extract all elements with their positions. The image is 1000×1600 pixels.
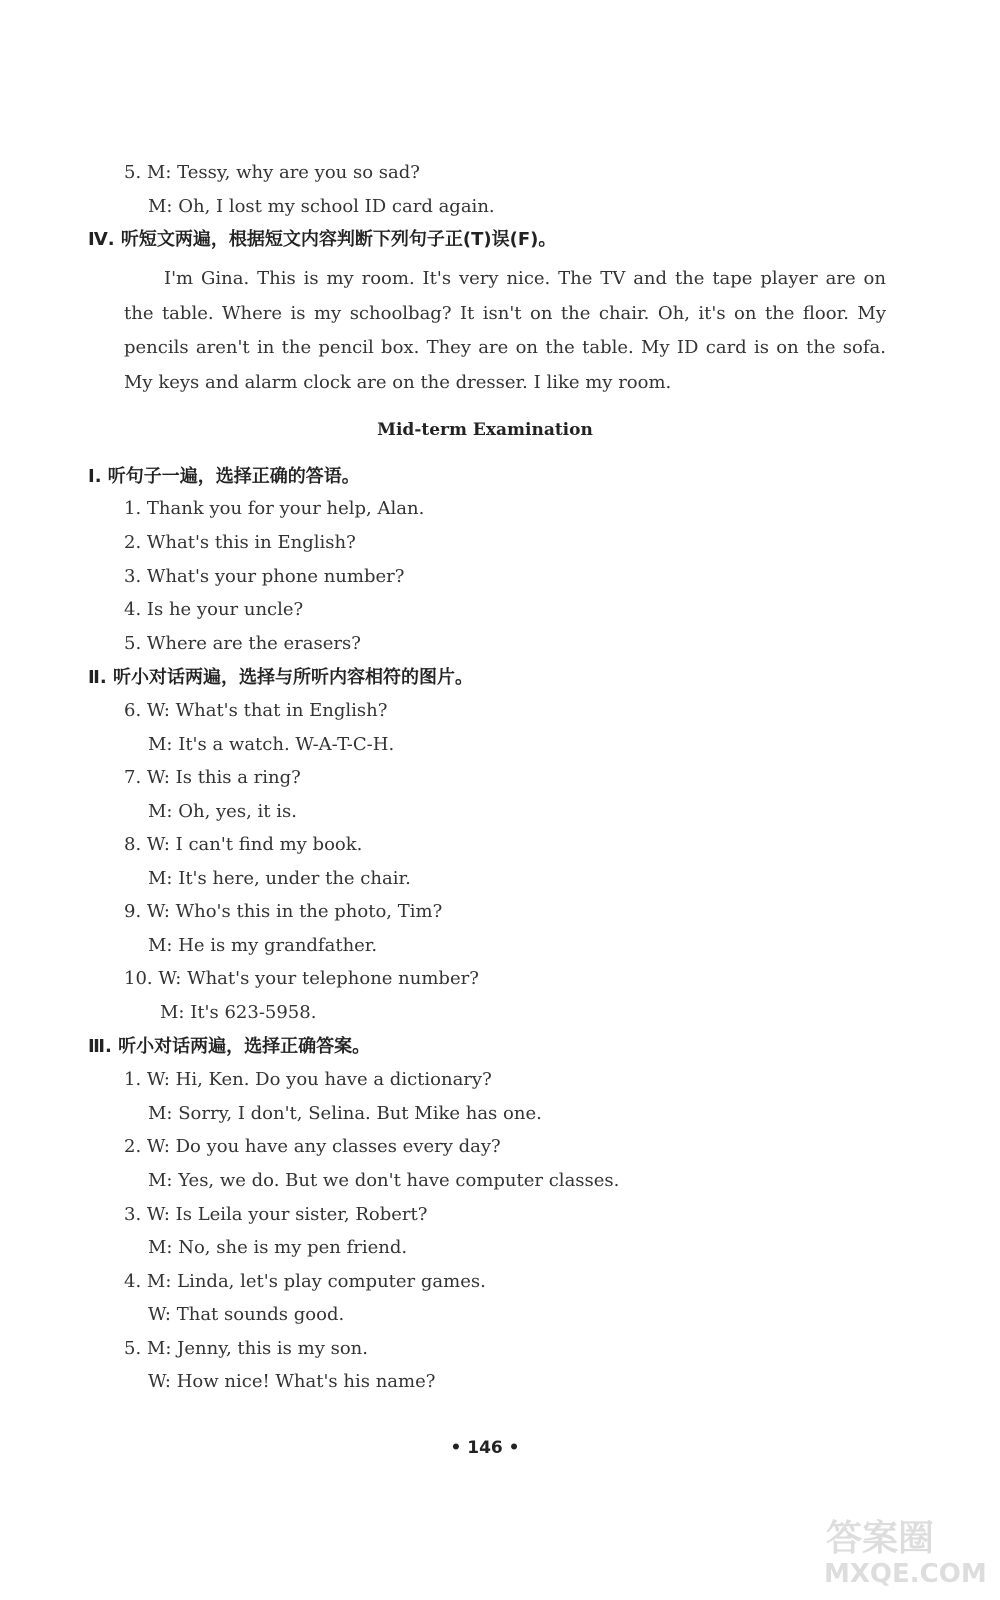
dialogue-line: 5. M: Jenny, this is my son. [124,1338,368,1359]
list-item: 1. Thank you for your help, Alan. [124,498,425,519]
dialogue-line: M: Oh, I lost my school ID card again. [148,196,495,217]
section-heading: Ⅱ. 听小对话两遍，选择与所听内容相符的图片。 [88,667,473,688]
dialogue-line: 4. M: Linda, let's play computer games. [124,1271,486,1292]
dialogue-line: M: Sorry, I don't, Selina. But Mike has one. [148,1103,542,1124]
dialogue-line: M: Yes, we do. But we don't have computer classes. [148,1170,620,1191]
list-item: 3. What's your phone number? [124,566,405,587]
dialogue-line: W: How nice! What's his name? [148,1371,436,1392]
dialogue-line: 1. W: Hi, Ken. Do you have a dictionary? [124,1069,492,1090]
dialogue-line: 10. W: What's your telephone number? [124,968,479,989]
list-item: 4. Is he your uncle? [124,599,304,620]
watermark-text-cn: 答案圈 [826,1518,935,1559]
section-heading: Ⅳ. 听短文两遍，根据短文内容判断下列句子正(T)误(F)。 [88,229,557,250]
dialogue-line: M: Oh, yes, it is. [148,801,297,822]
watermark-logo [822,1510,992,1588]
dialogue-line: 9. W: Who's this in the photo, Tim? [124,901,443,922]
list-item: 5. Where are the erasers? [124,633,361,654]
listening-passage: I'm Gina. This is my room. It's very nice. The TV and the tape player are on the table. Where is my schoolbag? It isn't on the chair. Oh, it's on the floor. My pencils aren't in the pencil box. They are on the table. My ID card is on the sofa. My keys and alarm clock are on the dresser. I like my room. [124,268,886,393]
dialogue-line: W: That sounds good. [148,1304,345,1325]
watermark-text-url: MXQE.COM [824,1559,987,1588]
exam-title: Mid-term Examination [377,420,593,440]
dialogue-line: M: No, she is my pen friend. [148,1237,408,1258]
dialogue-line: M: It's here, under the chair. [148,868,411,889]
dialogue-line: 5. M: Tessy, why are you so sad? [124,162,420,183]
section-heading: Ⅲ. 听小对话两遍，选择正确答案。 [88,1036,371,1057]
dialogue-line: 7. W: Is this a ring? [124,767,301,788]
dialogue-line: 6. W: What's that in English? [124,700,388,721]
dialogue-line: 8. W: I can't find my book. [124,834,363,855]
dialogue-line: 2. W: Do you have any classes every day? [124,1136,501,1157]
list-item: 2. What's this in English? [124,532,356,553]
page-number: • 146 • [450,1438,520,1458]
dialogue-line: 3. W: Is Leila your sister, Robert? [124,1204,428,1225]
dialogue-line: M: It's a watch. W-A-T-C-H. [148,734,395,755]
dialogue-line: M: He is my grandfather. [148,935,378,956]
dialogue-line: M: It's 623-5958. [160,1002,317,1023]
section-heading: Ⅰ. 听句子一遍，选择正确的答语。 [88,466,360,487]
